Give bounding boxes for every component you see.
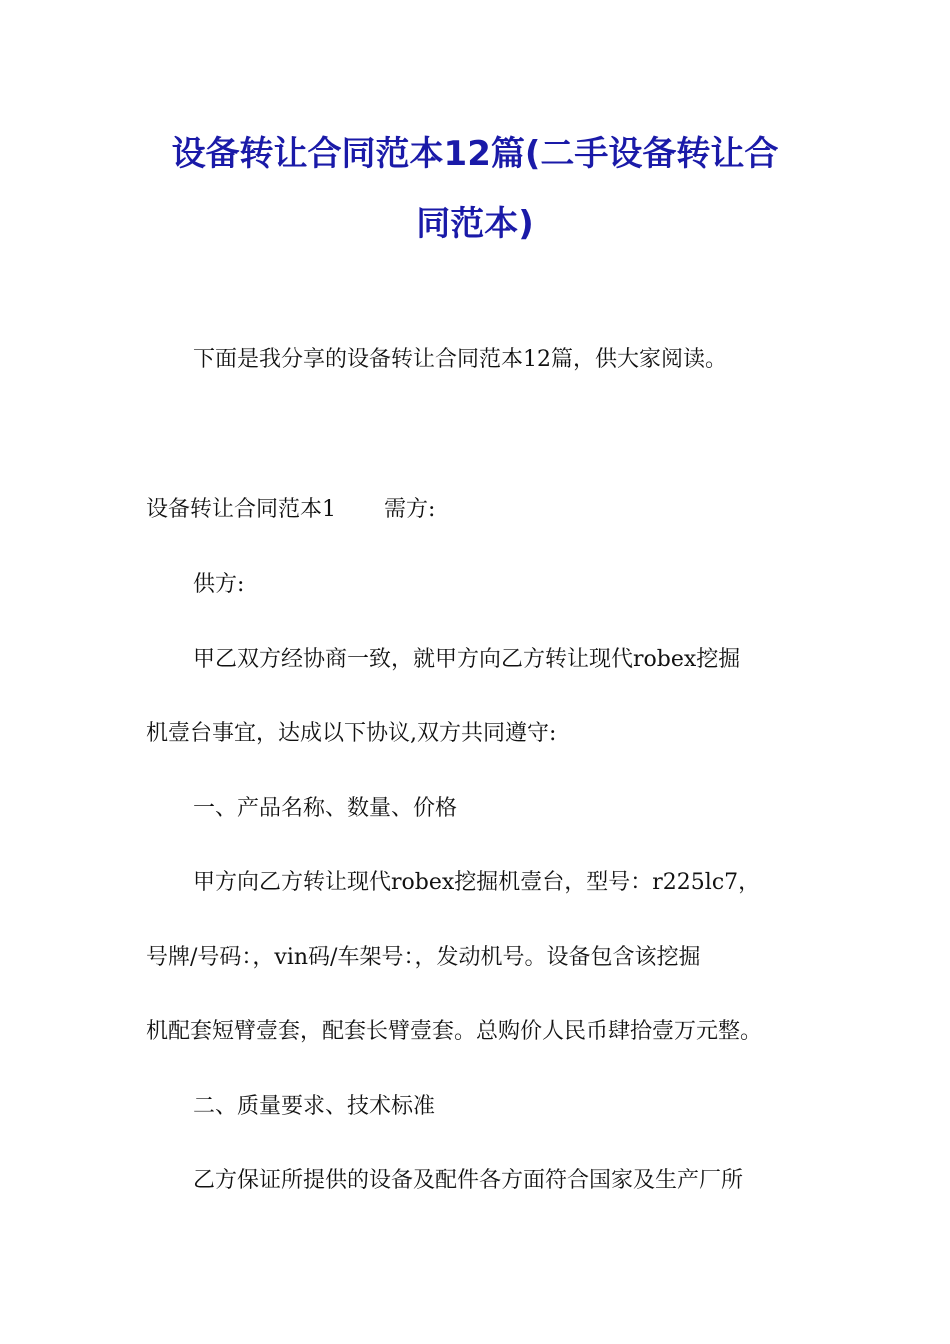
intro-paragraph: 下面是我分享的设备转让合同范本12篇，供大家阅读。 — [193, 347, 727, 372]
paragraph-3-line-1: 乙方保证所提供的设备及配件各方面符合国家及生产厂所 — [193, 1168, 744, 1193]
paragraph-2-line-1: 甲方向乙方转让现代robex挖掘机壹台，型号：r225lc7， — [193, 870, 761, 895]
paragraph-2-line-2: 号牌/号码：，vin码/车架号：，发动机号。设备包含该挖掘 — [146, 945, 701, 970]
section-heading: 设备转让合同范本1 — [146, 497, 336, 522]
demand-party-label: 需方: — [384, 497, 436, 522]
paragraph-1-line-1: 甲乙双方经协商一致，就甲方向乙方转让现代robex挖掘 — [193, 647, 741, 672]
document-title-line-1: 设备转让合同范本12篇(二手设备转让合 — [171, 134, 779, 174]
supply-party-label: 供方: — [193, 572, 245, 597]
clause-heading-1: 一、产品名称、数量、价格 — [193, 796, 458, 821]
document-title-line-2: 同范本) — [416, 204, 534, 244]
paragraph-1-line-2: 机壹台事宜，达成以下协议,双方共同遵守: — [146, 721, 557, 746]
paragraph-2-line-3: 机配套短臂壹套，配套长臂壹套。总购价人民币肆拾壹万元整。 — [146, 1019, 763, 1044]
clause-heading-2: 二、质量要求、技术标准 — [193, 1094, 436, 1119]
section-heading-row — [146, 499, 435, 521]
